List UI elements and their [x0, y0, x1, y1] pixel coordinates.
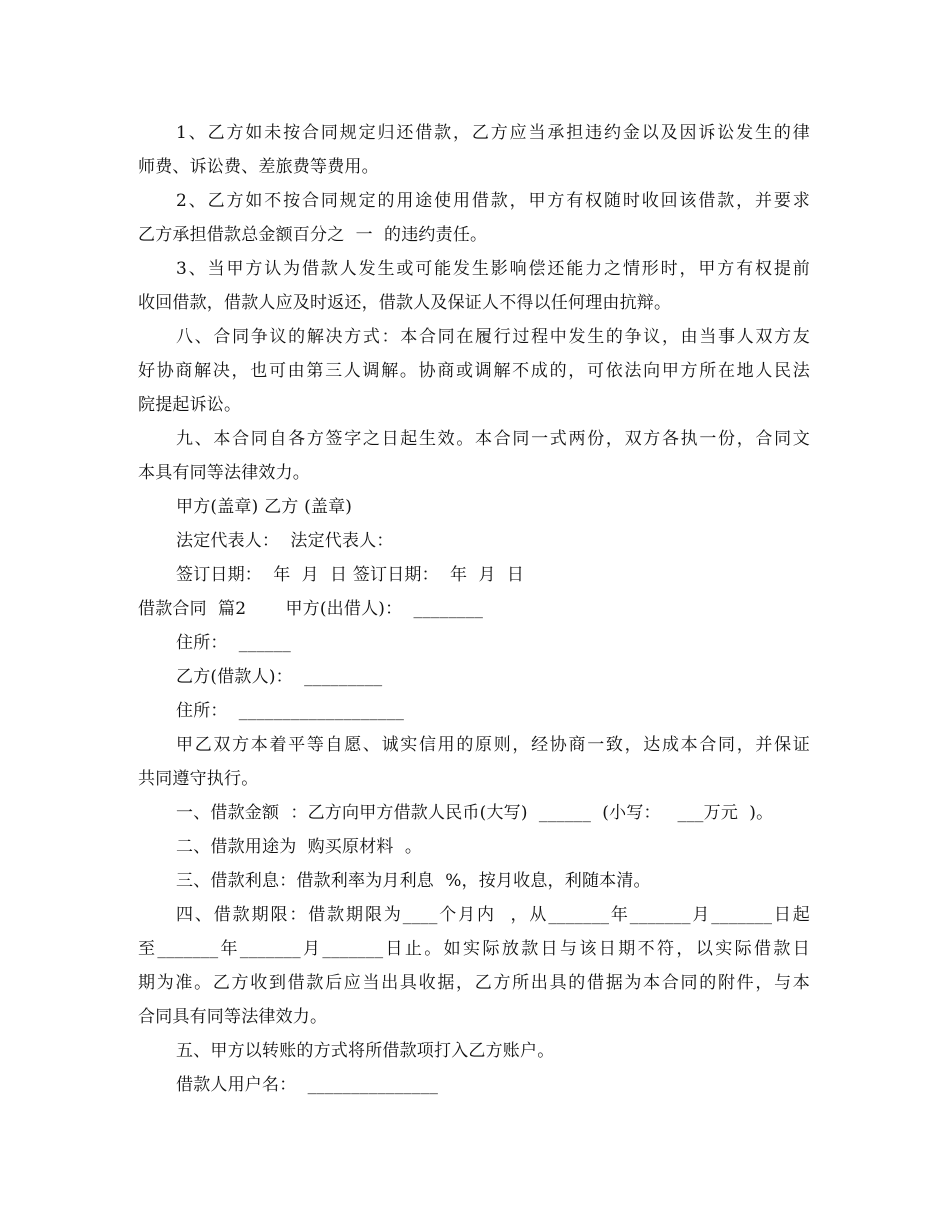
- borrower-account-name-line: 借款人用户名： _______________: [176, 1075, 439, 1095]
- clause-3-line-2: 收回借款，借款人应及时返还，借款人及保证人不得以任何理由抗辩。: [138, 293, 672, 313]
- loan-term-line-1: 四、借款期限：借款期限为____个月内 ，从_______年_______月_______日起: [176, 905, 810, 925]
- clause-2-line-2: 乙方承担借款总金额百分之 一 的违约责任。: [138, 225, 488, 245]
- borrower-address-line: 住所： ___________________: [176, 701, 405, 721]
- section-8-line-1: 八、合同争议的解决方式：本合同在履行过程中发生的争议，由当事人双方友: [176, 327, 810, 347]
- section-9-line-2: 本具有同等法律效力。: [138, 463, 310, 483]
- transfer-method-line: 五、甲方以转账的方式将所借款项打入乙方账户。: [176, 1041, 555, 1061]
- seal-line: 甲方(盖章) 乙方 (盖章): [176, 497, 353, 517]
- clause-2-line-1: 2、乙方如不按合同规定的用途使用借款，甲方有权随时收回该借款，并要求: [176, 191, 810, 211]
- loan-purpose-line: 二、借款用途为 购买原材料 。: [176, 837, 423, 857]
- representative-line: 法定代表人： 法定代表人：: [176, 531, 394, 551]
- clause-1-line-2: 师费、诉讼费、差旅费等费用。: [138, 157, 379, 177]
- signing-date-line: 签订日期： 年 月 日 签订日期： 年 月 日: [176, 565, 525, 585]
- borrower-line: 乙方(借款人)： _________: [176, 667, 383, 687]
- section-8-line-3: 院提起诉讼。: [138, 395, 242, 415]
- preamble-line-2: 共同遵守执行。: [138, 769, 259, 789]
- loan-interest-line: 三、借款利息：借款利率为月利息 %，按月收息，利随本清。: [176, 871, 651, 891]
- loan-amount-line: 一、借款金额 ：乙方向甲方借款人民币(大写) ______ (小写： ___万元 )。: [176, 803, 774, 823]
- clause-1-line-1: 1、乙方如未按合同规定归还借款，乙方应当承担违约金以及因诉讼发生的律: [176, 123, 810, 143]
- loan-term-line-4: 合同具有同等法律效力。: [138, 1007, 328, 1027]
- contract-2-title-line: 借款合同 篇2 甲方(出借人)： ________: [138, 599, 484, 619]
- loan-term-line-3: 期为准。乙方收到借款后应当出具收据，乙方所出具的借据为本合同的附件，与本: [138, 973, 810, 993]
- section-8-line-2: 好协商解决，也可由第三人调解。协商或调解不成的，可依法向甲方所在地人民法: [138, 361, 810, 381]
- clause-3-line-1: 3、当甲方认为借款人发生或可能发生影响偿还能力之情形时，甲方有权提前: [176, 259, 810, 279]
- loan-term-line-2: 至_______年_______月_______日止。如实际放款日与该日期不符，以实际借款日: [138, 939, 810, 959]
- preamble-line-1: 甲乙双方本着平等自愿、诚实信用的原则，经协商一致，达成本合同，并保证: [176, 735, 810, 755]
- lender-address-line: 住所： ______: [176, 633, 292, 653]
- section-9-line-1: 九、本合同自各方签字之日起生效。本合同一式两份，双方各执一份，合同文: [176, 429, 810, 449]
